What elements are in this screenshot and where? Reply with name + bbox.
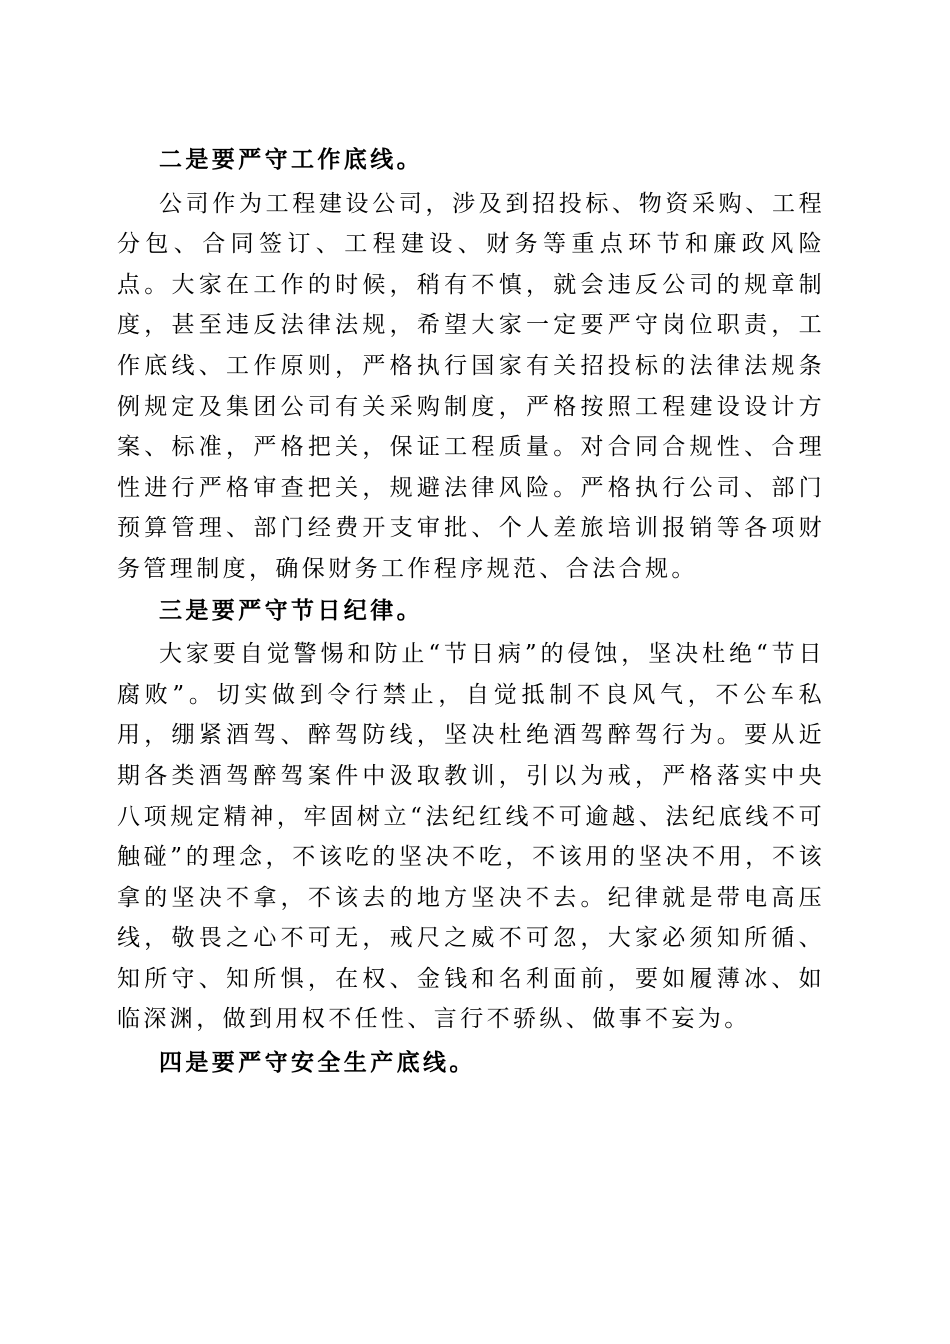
document-body <box>117 140 825 1084</box>
section-heading-4: 四是要严守安全生产底线。 <box>159 1049 476 1077</box>
section-heading-3: 三是要严守节日纪律。 <box>159 596 423 624</box>
section-heading-2: 二是要严守工作底线。 <box>159 146 423 173</box>
section-paragraph-2: 公司作为工程建设公司，涉及到招投标、物资采购、工程分包、合同签订、工程建设、财务等重点环节和廉政风险点。大家在工作的时候，稍有不慎，就会违反公司的规章制度，甚至违反法律法规，希望大家一定要严守岗位职责，工作底线、工作原则，严格执行国家有关招投标的法律法规条例规定及集团公司有关采购制度，严格按照工程建设设计方案、标准，严格把关，保证工程质量。对合同合规性、合理性进行严格审查把关，规避法律风险。严格执行公司、部门预算管理、部门经费开支审批、个人差旅培训报销等各项财务管理制度，确保财务工作程序规范、合法合规。 <box>117 190 825 582</box>
section-paragraph-3: 大家要自觉警惕和防止“节日病”的侵蚀，坚决杜绝“节日腐败”。切实做到令行禁止，自觉抵制不良风气，不公车私用，绷紧酒驾、醉驾防线，坚决杜绝酒驾醉驾行为。要从近期各类酒驾醉驾案件中汲取教训，引以为戒，严格落实中央八项规定精神，牢固树立“法纪红线不可逾越、法纪底线不可触碰”的理念，不该吃的坚决不吃，不该用的坚决不用，不该拿的坚决不拿，不该去的地方坚决不去。纪律就是带电高压线，敬畏之心不可无，戒尺之威不可忽，大家必须知所循、知所守、知所惧，在权、金钱和名利面前，要如履薄冰、如临深渊，做到用权不任性、言行不骄纵、做事不妄为。 <box>117 641 825 1033</box>
